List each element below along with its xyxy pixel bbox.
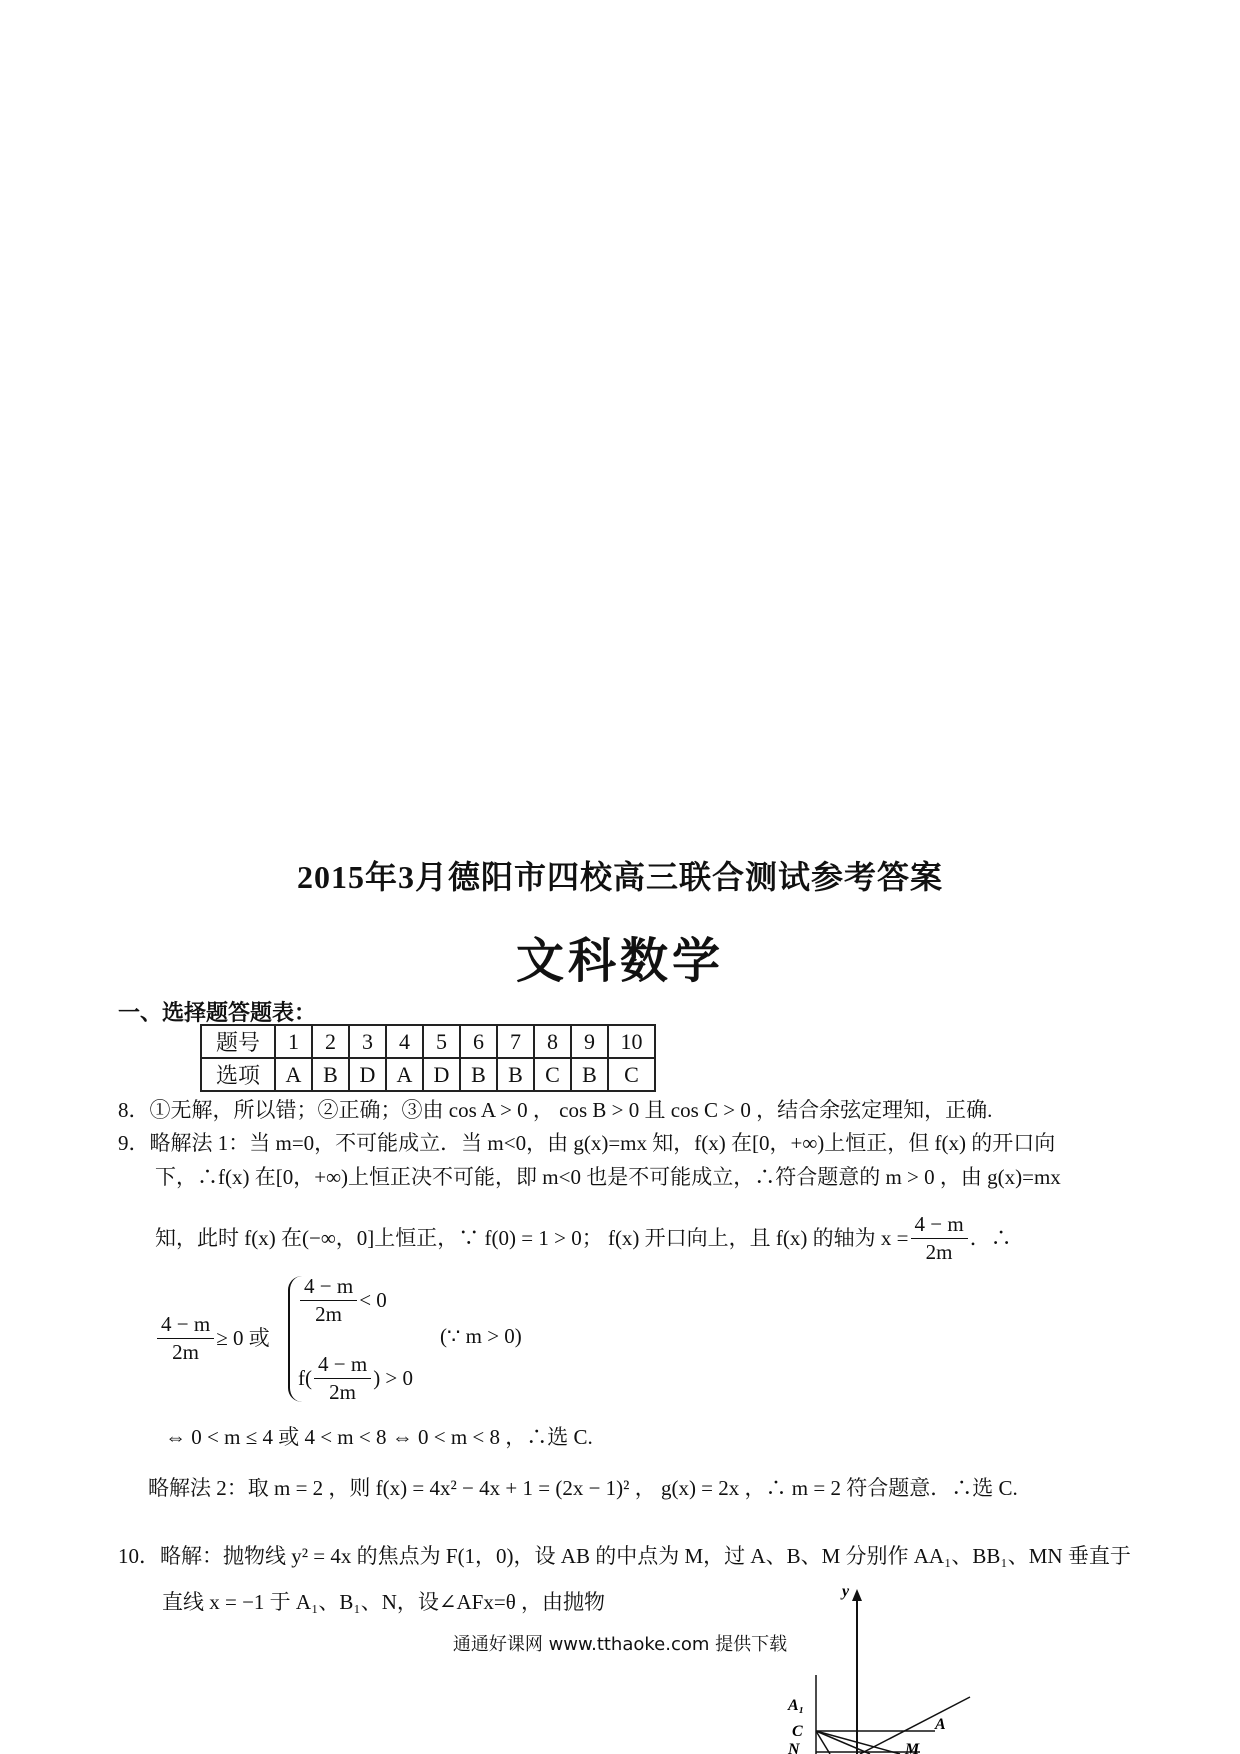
label-c: C (792, 1723, 803, 1740)
page-title: 2015年3月德阳市四校高三联合测试参考答案 (296, 859, 943, 895)
q9-inequality-lhs (155, 1310, 270, 1366)
label-y: y (842, 1585, 850, 1600)
lhs-relation: ≥ 0 或 (216, 1325, 270, 1350)
case2-relation: ) > 0 (373, 1365, 414, 1390)
label-a1: A₁ (788, 1697, 805, 1714)
section-heading: 一、选择题答题表： (118, 1000, 317, 1025)
axis-fraction (911, 1211, 968, 1264)
case1-fraction (300, 1273, 357, 1326)
q10-line-1: 10．略解：抛物线 y² = 4x 的焦点为 F(1，0)，设 AB 的中点为 M，过 A、B、M 分别作 AA₁、BB₁、MN 垂直于 (118, 1544, 1131, 1568)
answer-table (200, 1024, 656, 1092)
table-cell: A (275, 1058, 312, 1091)
row-label-option: 选项 (201, 1058, 275, 1091)
q9-method-2: 略解法 2：取 m = 2 ，则 f(x) = 4x² − 4x + 1 = (2x − 1)² ， g(x) = 2x ，∴ m = 2 符合题意．∴选 C. (148, 1476, 1018, 1500)
table-cell: 7 (497, 1025, 534, 1058)
fraction-denominator: 2m (329, 1379, 357, 1404)
system-case-1 (298, 1272, 387, 1328)
table-cell: 2 (312, 1025, 349, 1058)
fraction-numerator: 4 − m (911, 1214, 968, 1239)
page-subtitle: 文科数学 (515, 933, 724, 989)
segment-line (816, 1731, 870, 1754)
q9-line-3-end: ．∴ (969, 1225, 1012, 1250)
case2-prefix: f( (298, 1365, 312, 1390)
table-cell: B (497, 1058, 534, 1091)
table-cell: D (349, 1058, 386, 1091)
table-cell: B (312, 1058, 349, 1091)
fraction-numerator: 4 − m (157, 1314, 214, 1339)
lhs-fraction (157, 1311, 214, 1364)
table-cell: 10 (608, 1025, 655, 1058)
table-cell: 9 (571, 1025, 608, 1058)
table-cell: 5 (423, 1025, 460, 1058)
q8-text: 8．①无解，所以错；②正确；③由 cos A > 0 ， cos B > 0 且 cos C > 0 ，结合余弦定理知，正确. (118, 1098, 993, 1122)
table-cell: 6 (460, 1025, 497, 1058)
label-m: M (905, 1741, 920, 1754)
label-a: A (935, 1716, 946, 1733)
table-cell: 8 (534, 1025, 571, 1058)
table-cell: B (571, 1058, 608, 1091)
table-cell: 3 (349, 1025, 386, 1058)
table-cell: B (460, 1058, 497, 1091)
fraction-numerator: 4 − m (314, 1354, 371, 1379)
row-label-number: 题号 (201, 1025, 275, 1058)
system-case-2 (298, 1350, 413, 1406)
table-cell: 1 (275, 1025, 312, 1058)
footer-source: 通通好课网 www.tthaoke.com 提供下载 (452, 1634, 788, 1655)
table-cell: D (423, 1058, 460, 1091)
table-cell: C (608, 1058, 655, 1091)
parabola-figure (780, 1585, 980, 1754)
q9-line-3-text: 知，此时 f(x) 在(−∞，0]上恒正，∵ f(0) = 1 > 0； f(x) 开口向上，且 f(x) 的轴为 x = (155, 1225, 909, 1250)
fraction-denominator: 2m (315, 1301, 343, 1326)
fraction-numerator: 4 − m (300, 1276, 357, 1301)
fraction-denominator: 2m (172, 1339, 200, 1364)
case1-relation: < 0 (359, 1287, 387, 1312)
q9-line-2: 下，∴f(x) 在[0，+∞)上恒正决不可能，即 m<0 也是不可能成立，∴符合题意的 m > 0 ，由 g(x)=mx (155, 1165, 1061, 1189)
table-row-numbers (201, 1025, 655, 1058)
q9-line-3 (155, 1210, 1012, 1266)
q9-equivalence: ⇔ 0 < m ≤ 4 或 4 < m < 8 ⇔ 0 < m < 8 ，∴选 C. (165, 1425, 593, 1449)
table-cell: C (534, 1058, 571, 1091)
fraction-denominator: 2m (925, 1239, 953, 1264)
y-axis-arrow (852, 1589, 862, 1601)
q10-line-2: 直线 x = −1 于 A₁、B₁、N，设∠AFx=θ ，由抛物 (162, 1590, 606, 1614)
q9-line-1: 9．略解法 1：当 m=0，不可能成立．当 m<0，由 g(x)=mx 知，f(x) 在[0，+∞)上恒正，但 f(x) 的开口向 (118, 1131, 1056, 1155)
table-row-answers (201, 1058, 655, 1091)
table-cell: 4 (386, 1025, 423, 1058)
case2-fraction (314, 1351, 371, 1404)
label-n: N (788, 1741, 800, 1754)
system-condition: (∵ m > 0) (440, 1324, 522, 1348)
table-cell: A (386, 1058, 423, 1091)
